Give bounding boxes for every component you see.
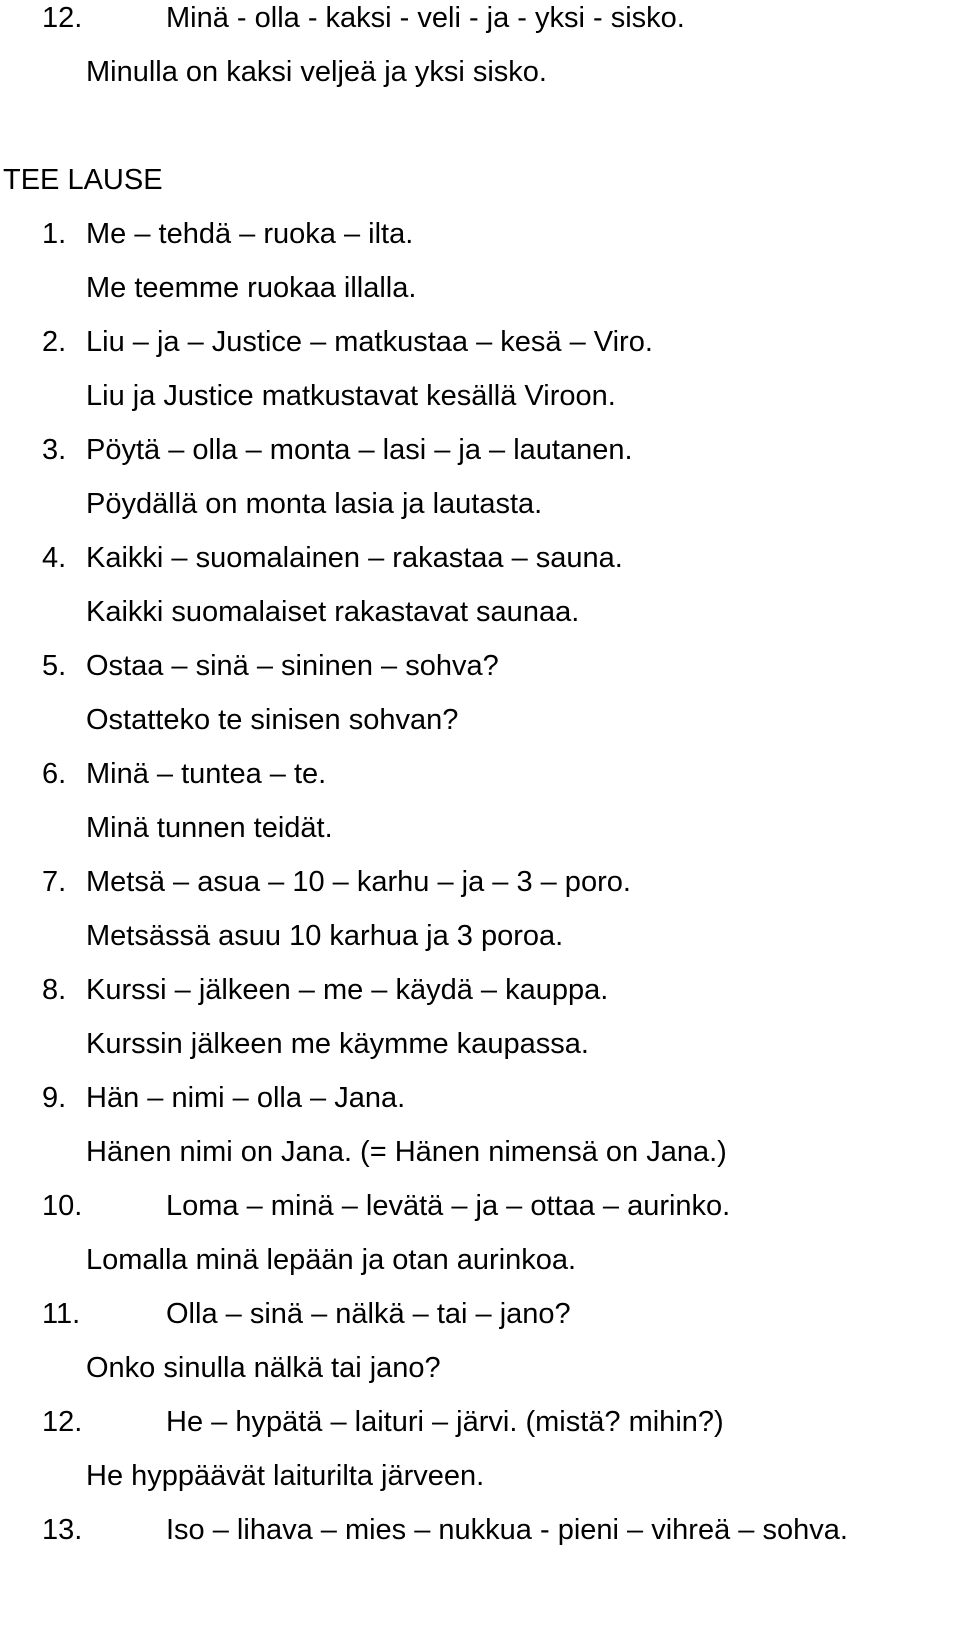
item-5-number: 5. <box>42 650 67 682</box>
item-11-answer: Onko sinulla nälkä tai jano? <box>86 1352 441 1384</box>
item-6-prompt: Minä – tuntea – te. <box>86 758 327 790</box>
item-12-prompt: He – hypätä – laituri – järvi. (mistä? mihin?) <box>166 1406 724 1438</box>
item-7-prompt: Metsä – asua – 10 – karhu – ja – 3 – poro. <box>86 866 631 898</box>
item-8-number: 8. <box>42 974 67 1006</box>
item-1-number: 1. <box>42 218 67 250</box>
item-8-answer: Kurssin jälkeen me käymme kaupassa. <box>86 1028 589 1060</box>
item-5-answer: Ostatteko te sinisen sohvan? <box>86 704 459 736</box>
item-3-number: 3. <box>42 434 67 466</box>
item-2-answer: Liu ja Justice matkustavat kesällä Viroon. <box>86 380 616 412</box>
top-item-prompt: Minä - olla - kaksi - veli - ja - yksi - sisko. <box>166 2 685 34</box>
item-5-prompt: Ostaa – sinä – sininen – sohva? <box>86 650 499 682</box>
item-9-number: 9. <box>42 1082 67 1114</box>
item-11-number: 11. <box>42 1298 81 1330</box>
item-6-answer: Minä tunnen teidät. <box>86 812 333 844</box>
item-2-number: 2. <box>42 326 67 358</box>
item-13-number: 13. <box>42 1514 83 1546</box>
item-4-number: 4. <box>42 542 67 574</box>
item-11-prompt: Olla – sinä – nälkä – tai – jano? <box>166 1298 571 1330</box>
item-2-prompt: Liu – ja – Justice – matkustaa – kesä – Viro. <box>86 326 653 358</box>
item-9-answer: Hänen nimi on Jana. (= Hänen nimensä on Jana.) <box>86 1136 727 1168</box>
item-10-prompt: Loma – minä – levätä – ja – ottaa – aurinko. <box>166 1190 731 1222</box>
item-12-number: 12. <box>42 1406 83 1438</box>
item-1-prompt: Me – tehdä – ruoka – ilta. <box>86 218 414 250</box>
item-10-answer: Lomalla minä lepään ja otan aurinkoa. <box>86 1244 577 1276</box>
item-10-number: 10. <box>42 1190 83 1222</box>
item-1-answer: Me teemme ruokaa illalla. <box>86 272 417 304</box>
top-item-answer: Minulla on kaksi veljeä ja yksi sisko. <box>86 56 547 88</box>
section-title: TEE LAUSE <box>3 164 163 196</box>
item-7-number: 7. <box>42 866 67 898</box>
item-4-prompt: Kaikki – suomalainen – rakastaa – sauna. <box>86 542 623 574</box>
item-8-prompt: Kurssi – jälkeen – me – käydä – kauppa. <box>86 974 609 1006</box>
item-13-prompt: Iso – lihava – mies – nukkua - pieni – vihreä – sohva. <box>166 1514 848 1546</box>
item-3-prompt: Pöytä – olla – monta – lasi – ja – lautanen. <box>86 434 633 466</box>
item-12-answer: He hyppäävät laiturilta järveen. <box>86 1460 485 1492</box>
item-4-answer: Kaikki suomalaiset rakastavat saunaa. <box>86 596 580 628</box>
item-7-answer: Metsässä asuu 10 karhua ja 3 poroa. <box>86 920 564 952</box>
item-6-number: 6. <box>42 758 67 790</box>
item-9-prompt: Hän – nimi – olla – Jana. <box>86 1082 406 1114</box>
item-3-answer: Pöydällä on monta lasia ja lautasta. <box>86 488 543 520</box>
top-item-number: 12. <box>42 2 83 34</box>
